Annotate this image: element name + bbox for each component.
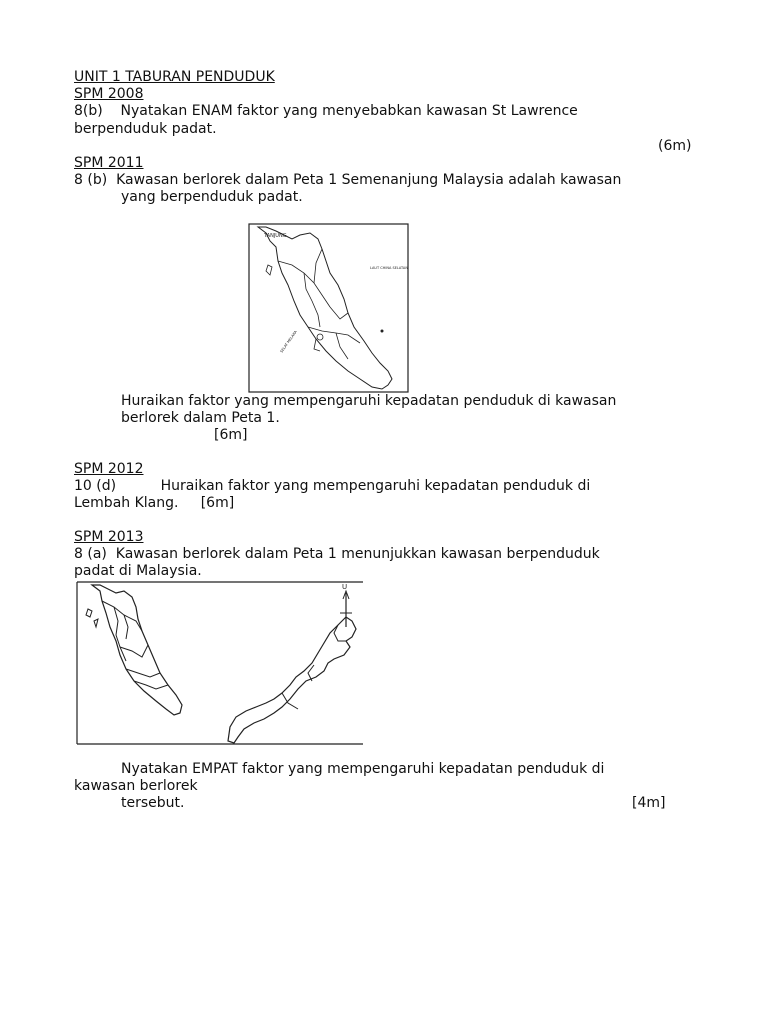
question-2008-line1: 8(b) Nyatakan ENAM faktor yang menyebabkan kawasan St Lawrence bbox=[74, 103, 578, 119]
question-2011-marks: [6m] bbox=[214, 427, 248, 443]
question-2011-line3: Huraikan faktor yang mempengaruhi kepadatan penduduk di kawasan bbox=[121, 393, 617, 409]
question-2008-line2: berpenduduk padat. bbox=[74, 121, 217, 137]
question-2011-line2: yang berpenduduk padat. bbox=[121, 189, 303, 205]
question-2011-line4: berlorek dalam Peta 1. bbox=[121, 410, 280, 426]
page-title: UNIT 1 TABURAN PENDUDUK bbox=[74, 69, 275, 85]
map1-label-top: TANJUNG bbox=[264, 233, 287, 239]
question-2013-line5: tersebut. bbox=[121, 795, 185, 811]
question-2013-marks: [4m] bbox=[632, 795, 666, 811]
map1-label-left: SELAT MELAKA bbox=[279, 329, 298, 354]
map1-label-right: LAUT CHINA SELATAN bbox=[370, 266, 408, 270]
peninsular-malaysia-map bbox=[248, 223, 410, 393]
malaysia-map bbox=[76, 581, 364, 745]
year-heading-2008: SPM 2008 bbox=[74, 86, 144, 102]
year-heading-2011: SPM 2011 bbox=[74, 155, 144, 171]
question-2013-line3: Nyatakan EMPAT faktor yang mempengaruhi kepadatan penduduk di bbox=[121, 761, 605, 777]
year-heading-2013: SPM 2013 bbox=[74, 529, 144, 545]
question-2013-line2: padat di Malaysia. bbox=[74, 563, 202, 579]
question-2013-line4: kawasan berlorek bbox=[74, 778, 198, 794]
question-2012-line1: 10 (d) Huraikan faktor yang mempengaruhi kepadatan penduduk di bbox=[74, 478, 591, 494]
year-heading-2012: SPM 2012 bbox=[74, 461, 144, 477]
question-2012-line2: Lembah Klang. [6m] bbox=[74, 495, 235, 511]
question-2013-line1: 8 (a) Kawasan berlorek dalam Peta 1 menunjukkan kawasan berpenduduk bbox=[74, 546, 600, 562]
question-2011-line1: 8 (b) Kawasan berlorek dalam Peta 1 Semenanjung Malaysia adalah kawasan bbox=[74, 172, 622, 188]
north-arrow-label: U bbox=[342, 583, 348, 591]
question-2008-marks: (6m) bbox=[658, 138, 692, 154]
